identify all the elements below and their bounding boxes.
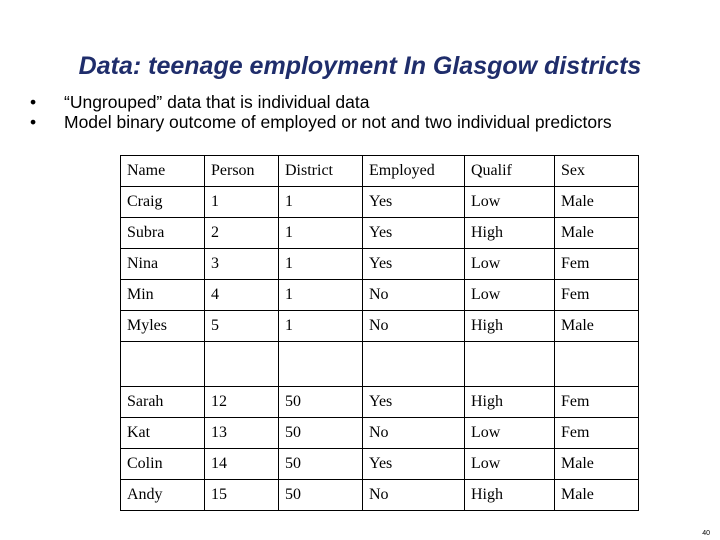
table-row: [121, 280, 639, 311]
table-cell: 1: [279, 311, 363, 342]
table-cell: High: [465, 218, 555, 249]
table-cell: Yes: [363, 449, 465, 480]
table-cell: Yes: [363, 187, 465, 218]
table-cell: Myles: [121, 311, 205, 342]
slide-title: Data: teenage employment In Glasgow districts: [78, 52, 642, 80]
table-row: [121, 218, 639, 249]
table-cell: Yes: [363, 249, 465, 280]
table-cell: Low: [465, 449, 555, 480]
table-cell: [279, 342, 363, 387]
table-cell: 50: [279, 449, 363, 480]
table-cell: 5: [205, 311, 279, 342]
table-cell: Low: [465, 280, 555, 311]
table-cell: [555, 342, 639, 387]
table-cell: Low: [465, 418, 555, 449]
table-cell: 2: [205, 218, 279, 249]
table-cell: 3: [205, 249, 279, 280]
table-cell: No: [363, 311, 465, 342]
table-cell: 50: [279, 387, 363, 418]
table-cell: High: [465, 480, 555, 511]
table-cell: Kat: [121, 418, 205, 449]
table-cell: 1: [279, 280, 363, 311]
table-cell: High: [465, 311, 555, 342]
table-cell: Fem: [555, 418, 639, 449]
table-cell: Male: [555, 480, 639, 511]
table-cell: Male: [555, 218, 639, 249]
header-cell: Sex: [555, 156, 639, 187]
table-cell: Fem: [555, 249, 639, 280]
table-cell: Yes: [363, 218, 465, 249]
header-cell: Name: [121, 156, 205, 187]
table-row: [121, 449, 639, 480]
table-cell: 1: [205, 187, 279, 218]
table-cell: [121, 342, 205, 387]
header-cell: Employed: [363, 156, 465, 187]
table-cell: 4: [205, 280, 279, 311]
table-cell: Low: [465, 187, 555, 218]
bullet-text: “Ungrouped” data that is individual data: [64, 92, 370, 112]
bullet-list: [30, 92, 690, 132]
table-cell: 12: [205, 387, 279, 418]
bullet-item: [30, 92, 690, 112]
table-cell: Sarah: [121, 387, 205, 418]
table-cell: Male: [555, 187, 639, 218]
table-cell: [465, 342, 555, 387]
table-cell: Male: [555, 311, 639, 342]
table-row-blank: [121, 342, 639, 387]
table-cell: Subra: [121, 218, 205, 249]
table-cell: No: [363, 418, 465, 449]
bullet-text: Model binary outcome of employed or not and two individual predictors: [64, 112, 612, 132]
table-cell: Yes: [363, 387, 465, 418]
table-cell: Colin: [121, 449, 205, 480]
employment-table: [120, 155, 639, 511]
bullet-dot: •: [30, 92, 37, 112]
table-row: [121, 311, 639, 342]
table-cell: 14: [205, 449, 279, 480]
table-cell: 1: [279, 187, 363, 218]
header-cell: Person: [205, 156, 279, 187]
table-row: [121, 387, 639, 418]
table-cell: Fem: [555, 387, 639, 418]
table-cell: Min: [121, 280, 205, 311]
header-cell: Qualif: [465, 156, 555, 187]
table-row: [121, 249, 639, 280]
table-header-row: [121, 156, 639, 187]
page-number: 40: [702, 530, 710, 537]
table-cell: Male: [555, 449, 639, 480]
table-cell: 50: [279, 480, 363, 511]
table-cell: 1: [279, 218, 363, 249]
table-row: [121, 418, 639, 449]
table-row: [121, 480, 639, 511]
bullet-item: [30, 112, 690, 132]
table-cell: 50: [279, 418, 363, 449]
table-cell: No: [363, 280, 465, 311]
table-cell: 15: [205, 480, 279, 511]
table-cell: Low: [465, 249, 555, 280]
table-cell: Fem: [555, 280, 639, 311]
header-cell: District: [279, 156, 363, 187]
table-cell: High: [465, 387, 555, 418]
table-cell: 1: [279, 249, 363, 280]
table-row: [121, 187, 639, 218]
table-cell: Andy: [121, 480, 205, 511]
table-cell: 13: [205, 418, 279, 449]
table-cell: [363, 342, 465, 387]
table-cell: Craig: [121, 187, 205, 218]
bullet-dot: •: [30, 112, 37, 132]
table-cell: No: [363, 480, 465, 511]
table-cell: Nina: [121, 249, 205, 280]
table-cell: [205, 342, 279, 387]
